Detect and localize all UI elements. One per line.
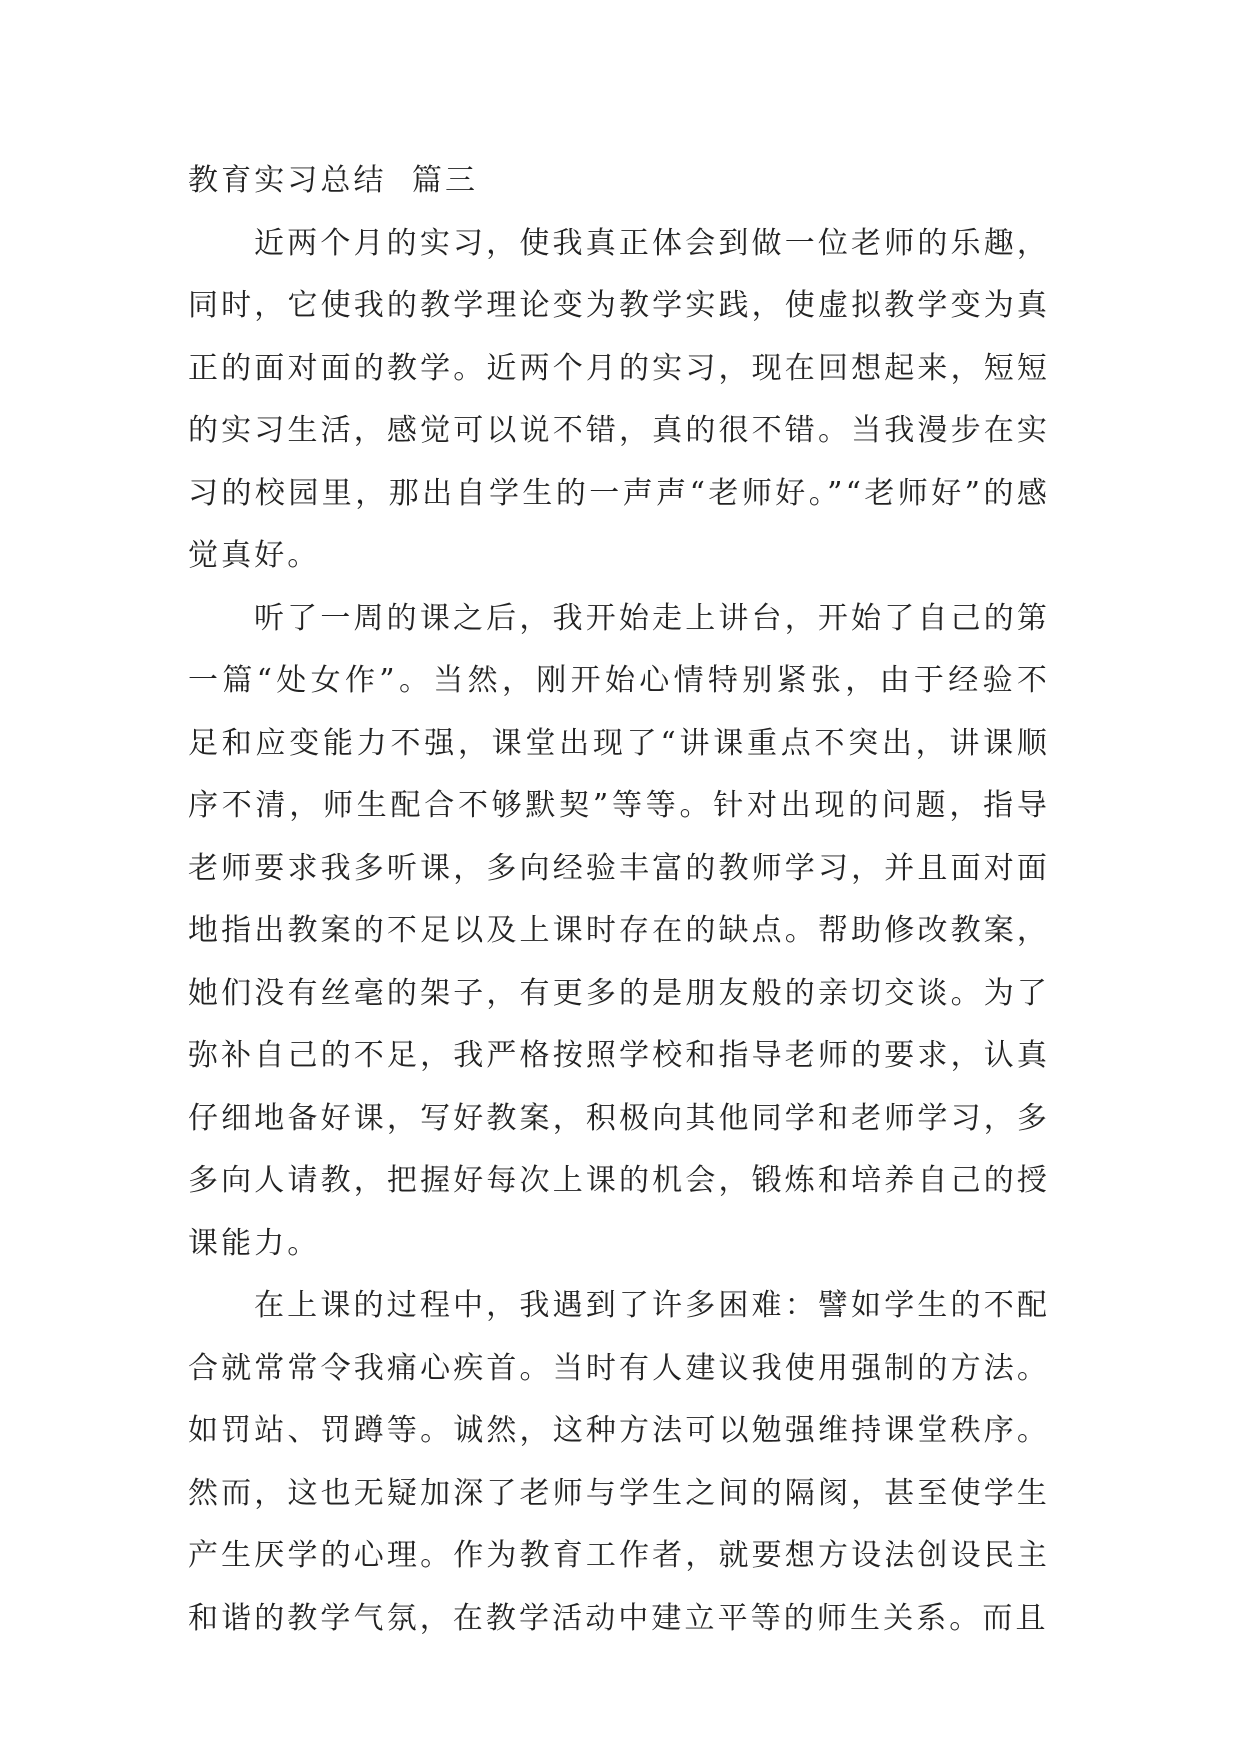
document-body <box>188 150 1050 1650</box>
paragraph-2: 听了一周的课之后，我开始走上讲台，开始了自己的第一篇“处女作”。当然，刚开始心情特别紧张，由于经验不足和应变能力不强，课堂出现了“讲课重点不突出，讲课顺序不清，师生配合不够默契”等等。针对出现的问题，指导老师要求我多听课，多向经验丰富的教师学习，并且面对面地指出教案的不足以及上课时存在的缺点。帮助修改教案，她们没有丝毫的架子，有更多的是朋友般的亲切交谈。为了弥补自己的不足，我严格按照学校和指导老师的要求，认真仔细地备好课，写好教案，积极向其他同学和老师学习，多多向人请教，把握好每次上课的机会，锻炼和培养自己的授课能力。 <box>188 600 1050 1261</box>
document-title: 教育实习总结 篇三 <box>188 163 479 198</box>
paragraph-3: 在上课的过程中，我遇到了许多困难：譬如学生的不配合就常常令我痛心疾首。当时有人建议我使用强制的方法。如罚站、罚蹲等。诚然，这种方法可以勉强维持课堂秩序。然而，这也无疑加深了老师与学生之间的隔阂，甚至使学生产生厌学的心理。作为教育工作者，就要想方设法创设民主和谐的教学气氛，在教学活动中建立平等的师生关系。而且 <box>188 1288 1050 1636</box>
paragraph-1: 近两个月的实习，使我真正体会到做一位老师的乐趣，同时，它使我的教学理论变为教学实践，使虚拟教学变为真正的面对面的教学。近两个月的实习，现在回想起来，短短的实习生活，感觉可以说不错，真的很不错。当我漫步在实习的校园里，那出自学生的一声声“老师好。”“老师好”的感觉真好。 <box>188 225 1050 573</box>
